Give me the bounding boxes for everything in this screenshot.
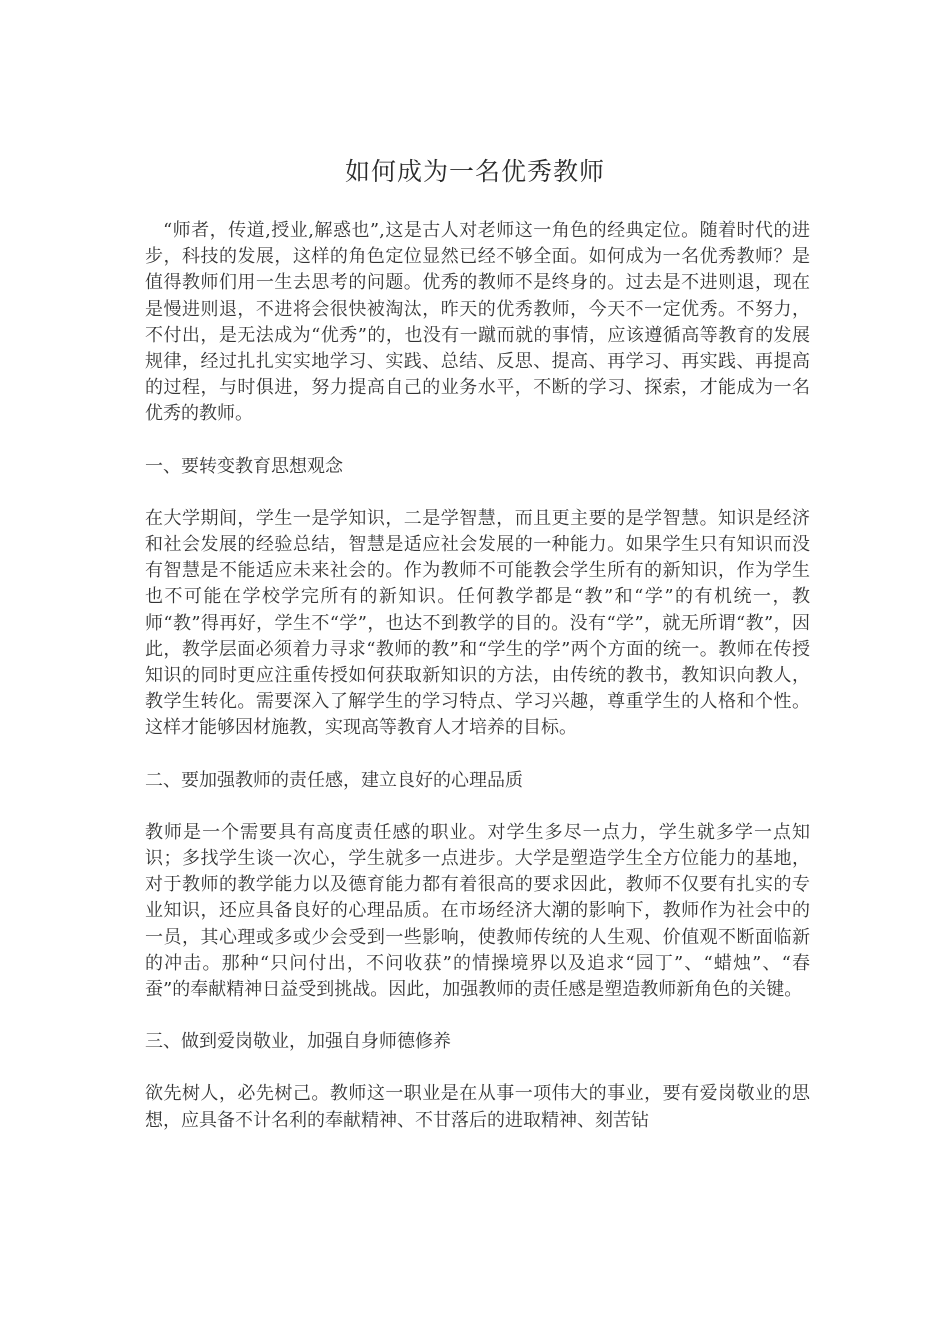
- section-3-paragraph: 欲先树人，必先树己。教师这一职业是在从事一项伟大的事业，要有爱岗敬业的思想，应具备不计名利的奉献精神、不甘落后的进取精神、刻苦钻: [145, 1083, 810, 1131]
- section-1-heading: 一、要转变教育思想观念: [145, 455, 343, 477]
- document-title: 如何成为一名优秀教师: [344, 157, 605, 186]
- intro-paragraph: “师者，传道,授业,解惑也”,这是古人对老师这一角色的经典定位。随着时代的进步，科技的发展，这样的角色定位显然已经不够全面。如何成为一名优秀教师？是值得教师们用一生去思考的问题。优秀的教师不是终身的。过去是不进则退，现在是慢进则退，不进将会很快被淘汰，昨天的优秀教师，今天不一定优秀。不努力，不付出，是无法成为“优秀”的，也没有一蹴而就的事情，应该遵循高等教育的发展规律，经过扎扎实实地学习、实践、总结、反思、提高、再学习、再实践、再提高的过程，与时俱进，努力提高自己的业务水平，不断的学习、探索，才能成为一名优秀的教师。: [145, 220, 810, 425]
- section-3-heading: 三、做到爱岗敬业，加强自身师德修养: [145, 1031, 451, 1053]
- document-body: [145, 218, 810, 1160]
- section-2-heading: 二、要加强教师的责任感，建立良好的心理品质: [145, 769, 523, 791]
- section-2-paragraph: 教师是一个需要具有高度责任感的职业。对学生多尽一点力，学生就多学一点知识；多找学生谈一次心，学生就多一点进步。大学是塑造学生全方位能力的基地，对于教师的教学能力以及德育能力都有着很高的要求因此，教师不仅要有扎实的专业知识，还应具备良好的心理品质。在市场经济大潮的影响下，教师作为社会中的一员，其心理或多或少会受到一些影响，使教师传统的人生观、价值观不断面临新的冲击。那种“只问付出，不问收获”的情操境界以及追求“园丁”、“蜡烛”、“春蚕”的奉献精神日益受到挑战。因此，加强教师的责任感是塑造教师新角色的关键。: [145, 821, 810, 1001]
- section-1-paragraph: 在大学期间，学生一是学知识，二是学智慧，而且更主要的是学智慧。知识是经济和社会发展的经验总结，智慧是适应社会发展的一种能力。如果学生只有知识而没有智慧是不能适应未来社会的。作为教师不可能教会学生所有的新知识，作为学生也不可能在学校学完所有的新知识。任何教学都是“教”和“学”的有机统一，教师“教”得再好，学生不“学”，也达不到教学的目的。没有“学”，就无所谓“教”，因此，教学层面必须着力寻求“教师的教”和“学生的学”两个方面的统一。教师在传授知识的同时更应注重传授如何获取新知识的方法，由传统的教书，教知识向教人，教学生转化。需要深入了解学生的学习特点、学习兴趣，尊重学生的人格和个性。这样才能够因材施教，实现高等教育人才培养的目标。: [145, 507, 810, 739]
